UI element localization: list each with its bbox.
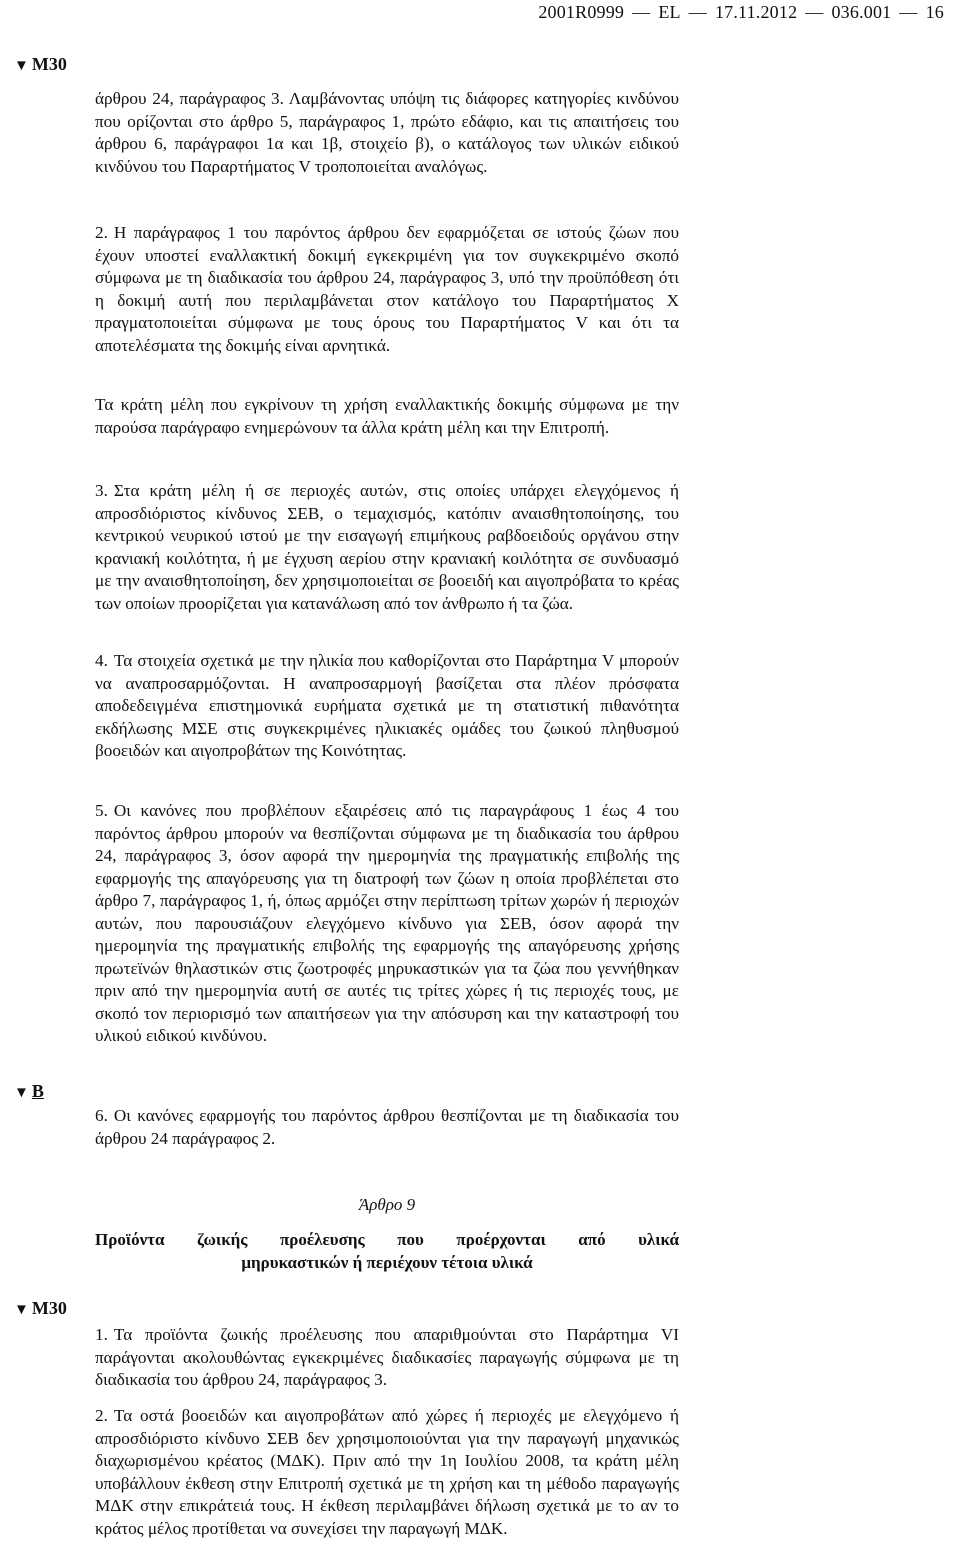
paragraph-number: 5. xyxy=(95,801,108,820)
paragraph-text: Η παράγραφος 1 του παρόντος άρθρου δεν εφαρμόζεται σε ιστούς ζώων που έχουν υποστεί εναλλακτική δοκιμή εγκεκριμένη για τον συγκεκριμένο σκοπό σύμφωνα με τη διαδικασία του άρθρου 24, παράγραφος 3, υπό την προϋπόθεση ότι η δοκιμή αυτή που περιλαμβάνεται στον κατάλογο του Παραρτήματος X πραγματοποιείται σύμφωνα με τους όρους του Παραρτήματος V και ότι τα αποτελέσματα της δοκιμής είναι αρνητικά. xyxy=(95,223,679,355)
paragraph-2-subparagraph xyxy=(95,394,679,439)
amendment-marker-m30-second xyxy=(14,1298,67,1319)
paragraph-text: Τα κράτη μέλη που εγκρίνουν τη χρήση εναλλακτικής δοκιμής σύμφωνα με την παρούσα παράγραφο ενημερώνουν τα άλλα κράτη μέλη και την Επιτροπή. xyxy=(95,395,679,437)
amendment-code: M30 xyxy=(31,54,67,74)
paragraph-4 xyxy=(95,650,679,763)
paragraph-number: 2. xyxy=(95,1406,108,1425)
paragraph-text: Οι κανόνες που προβλέπουν εξαιρέσεις από τις παραγράφους 1 έως 4 του παρόντος άρθρου μπορούν να θεσπίζονται σύμφωνα με τη διαδικασία του άρθρου 24, παράγραφος 3, όσον αφορά την ημερομηνία της πραγματικής επιβολής της εφαρμογής της απαγόρευσης για τη διατροφή των ζώων η οποία προβλέπεται στο άρθρο 7, παράγραφος 1, ή, όπως αρμόζει στην περίπτωση τρίτων χωρών ή περιοχών αυτών, που παρουσιάζουν ελεγχόμενο κίνδυνο για ΣΕΒ, όσον αφορά την ημερομηνία της πραγματικής επιβολής της εφαρμογής της απαγόρευσης χρήσης πρωτεϊνών θηλαστικών στις ζωοτροφές μηρυκαστικών για τα ζώα που γεννήθηκαν πριν από την ημερομηνία αυτή σε αυτές τις τρίτες χώρες ή τις περιοχές τους, με σκοπό τον περιορισμό των απαιτήσεων για την απόσυρση και την καταστροφή του υλικού ειδικού κινδύνου. xyxy=(95,801,679,1045)
paragraph-number: 3. xyxy=(95,481,108,500)
paragraph-number: 4. xyxy=(95,651,108,670)
language-code: EL xyxy=(658,2,681,22)
paragraph-6 xyxy=(95,1105,679,1150)
triangle-down-icon: ▼ xyxy=(14,1085,29,1101)
paragraph-number: 1. xyxy=(95,1325,108,1344)
paragraph-text: Τα προϊόντα ζωικής προέλευσης που απαριθμούνται στο Παράρτημα VI παράγονται ακολουθώντας εγκεκριμένες διαδικασίες παραγωγής σύμφωνα με τη διαδικασία του άρθρου 24, παράγραφος 3. xyxy=(95,1325,679,1389)
paragraph-text: Τα στοιχεία σχετικά με την ηλικία που καθορίζονται στο Παράρτημα V μπορούν να αναπροσαρμόζονται. Η αναπροσαρμογή βασίζεται στα πλέον πρόσφατα αποδεδειγμένα επιστημονικά ευρήματα σχετικά με τη στατιστική πιθανότητα εκδήλωσης ΜΣΕ στις συγκεκριμένες ηλικιακές ομάδες του ζωικού πληθυσμού βοοειδών και αιγοπροβάτων της Κοινότητας. xyxy=(95,651,679,760)
article9-paragraph-2 xyxy=(95,1405,679,1540)
paragraph-number: 2. xyxy=(95,223,108,242)
paragraph-text: Τα οστά βοοειδών και αιγοπροβάτων από χώρες ή περιοχές με ελεγχόμενο ή απροσδιόριστο κίνδυνο ΣΕΒ δεν χρησιμοποιούνται για την παραγωγή μηχανικώς διαχωρισμένου κρέατος (ΜΔΚ). Πριν από την 1η Ιουλίου 2008, τα κράτη μέλη υποβάλλουν έκθεση στην Επιτροπή σχετικά με τη χρήση και τη μέθοδο παραγωγής ΜΔΚ στην επικράτειά τους. Η έκθεση περιλαμβάνει δήλωση σχετικά με το αν το κράτος μέλος προτίθεται να συνεχίσει την παραγωγή ΜΔΚ. xyxy=(95,1406,679,1538)
article9-paragraph-1 xyxy=(95,1324,679,1392)
amendment-marker-m30 xyxy=(14,54,67,75)
triangle-down-icon: ▼ xyxy=(14,58,29,74)
article-heading xyxy=(95,1229,679,1274)
triangle-down-icon: ▼ xyxy=(14,1302,29,1318)
article-title: Άρθρο 9 xyxy=(358,1195,416,1214)
page-header: 2001R0999 — EL — 17.11.2012 — 036.001 — 16 xyxy=(538,2,944,22)
paragraph-continuation xyxy=(95,88,679,178)
paragraph-2 xyxy=(95,222,679,357)
amendment-code: M30 xyxy=(31,1298,67,1318)
page-number: 16 xyxy=(925,2,944,22)
paragraph-5 xyxy=(95,800,679,1048)
paragraph-text: Στα κράτη μέλη ή σε περιοχές αυτών, στις οποίες υπάρχει ελεγχόμενος ή απροσδιόριστος κίνδυνος ΣΕΒ, ο τεμαχισμός, κατόπιν αναισθητοποίησης, του κεντρικού νευρικού ιστού με την εισαγωγή επιμήκους ραβδοειδούς οργάνου στην κρανιακή κοιλότητα, ή με έγχυση αερίου στην κρανιακή κοιλότητα σε συνδυασμό με την αναισθητοποίηση, δεν χρησιμοποιείται σε βοοειδή και αιγοπρόβατα το κρέας των οποίων προορίζεται για κατανάλωση από τον άνθρωπο ή τα ζώα. xyxy=(95,481,679,613)
article-heading-line: Προϊόντα ζωικής προέλευσης που προέρχονται από υλικά xyxy=(95,1230,679,1249)
article-heading-line: μηρυκαστικών ή περιέχουν τέτοια υλικά xyxy=(241,1252,533,1272)
paragraph-number: 6. xyxy=(95,1106,108,1125)
paragraph-text: Οι κανόνες εφαρμογής του παρόντος άρθρου θεσπίζονται με τη διαδικασία του άρθρου 24 παράγραφος 2. xyxy=(95,1106,679,1148)
consolidation-date: 17.11.2012 xyxy=(714,2,798,22)
amendment-code: B xyxy=(31,1081,44,1101)
document-id: 2001R0999 xyxy=(538,2,625,22)
paragraph-text: άρθρου 24, παράγραφος 3. Λαμβάνοντας υπόψη τις διάφορες κατηγορίες κινδύνου που ορίζονται στο άρθρο 5, παράγραφος 1, πρώτο εδάφιο, και τις απαιτήσεις του άρθρου 6, παράγραφοι 1α και 1β, στοιχείο β), ο κατάλογος των υλικών ειδικού κινδύνου του Παραρτήματος V τροποποιείται αναλόγως. xyxy=(95,89,679,176)
base-marker-b xyxy=(14,1081,44,1102)
paragraph-3 xyxy=(95,480,679,615)
version-number: 036.001 xyxy=(831,2,892,22)
